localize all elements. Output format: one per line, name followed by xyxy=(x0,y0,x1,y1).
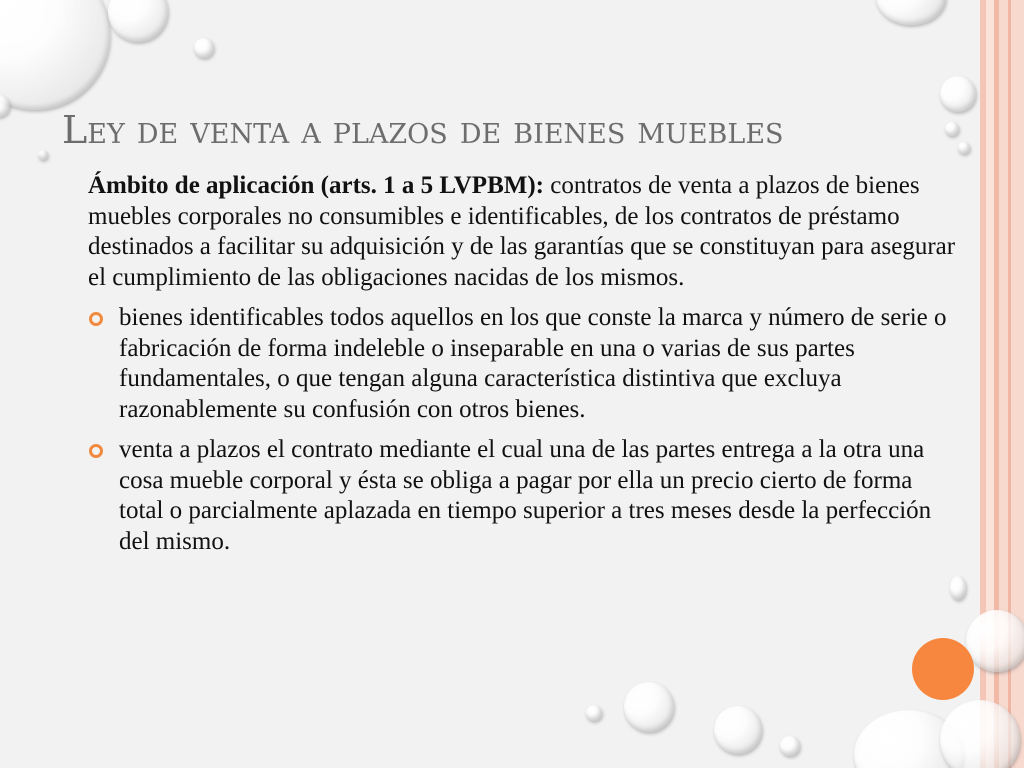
bullet-list xyxy=(88,303,958,557)
water-drop-icon xyxy=(958,142,970,154)
water-drop-icon xyxy=(780,736,800,756)
lead-paragraph xyxy=(88,171,958,293)
list-item xyxy=(88,435,958,557)
water-drop-icon xyxy=(966,610,1024,672)
ring-bullet-icon xyxy=(89,312,103,326)
water-drop-icon xyxy=(194,38,214,58)
water-drop-icon xyxy=(108,0,168,42)
slide-title: Ley de venta a plazos de bienes muebles xyxy=(62,108,784,152)
water-drop-icon xyxy=(0,0,110,110)
accent-dot xyxy=(912,638,974,700)
ring-bullet-icon xyxy=(89,444,103,458)
bullet-text: bienes identificables todos aquellos en los que conste la marca y número de serie o fabricación de forma indeleble o inseparable en una o varias de sus partes fundamentales, o que tengan alguna característica distintiva que excluya razonablemente su confusión con otros bienes. xyxy=(119,304,947,423)
list-item xyxy=(88,303,958,425)
slide-body xyxy=(88,171,958,567)
water-drop-icon xyxy=(714,706,762,754)
lead-bold-label: Ámbito de aplicación (arts. 1 a 5 LVPBM): xyxy=(88,172,544,199)
lead-text: contratos de venta a plazos de bienes muebles corporales no consumibles e identificables, de los contratos de préstamo destinados a facilitar su adquisición y de las garantías que se constituyan para asegurar el cumplimiento de las obligaciones nacidas de los mismos. xyxy=(88,172,956,291)
water-drop-icon xyxy=(38,150,48,160)
water-drop-icon xyxy=(950,576,966,600)
water-drop-icon xyxy=(586,705,602,721)
water-drop-icon xyxy=(940,76,976,112)
water-drop-icon xyxy=(624,682,674,732)
water-drop-icon xyxy=(945,122,959,136)
bullet-text: venta a plazos el contrato mediante el cual una de las partes entrega a la otra una cosa mueble corporal y ésta se obliga a pagar por ella un precio cierto de forma total o parcialmente aplazada en tiempo superior a tres meses desde la perfección del mismo. xyxy=(119,436,932,555)
water-drop-icon xyxy=(876,0,946,25)
